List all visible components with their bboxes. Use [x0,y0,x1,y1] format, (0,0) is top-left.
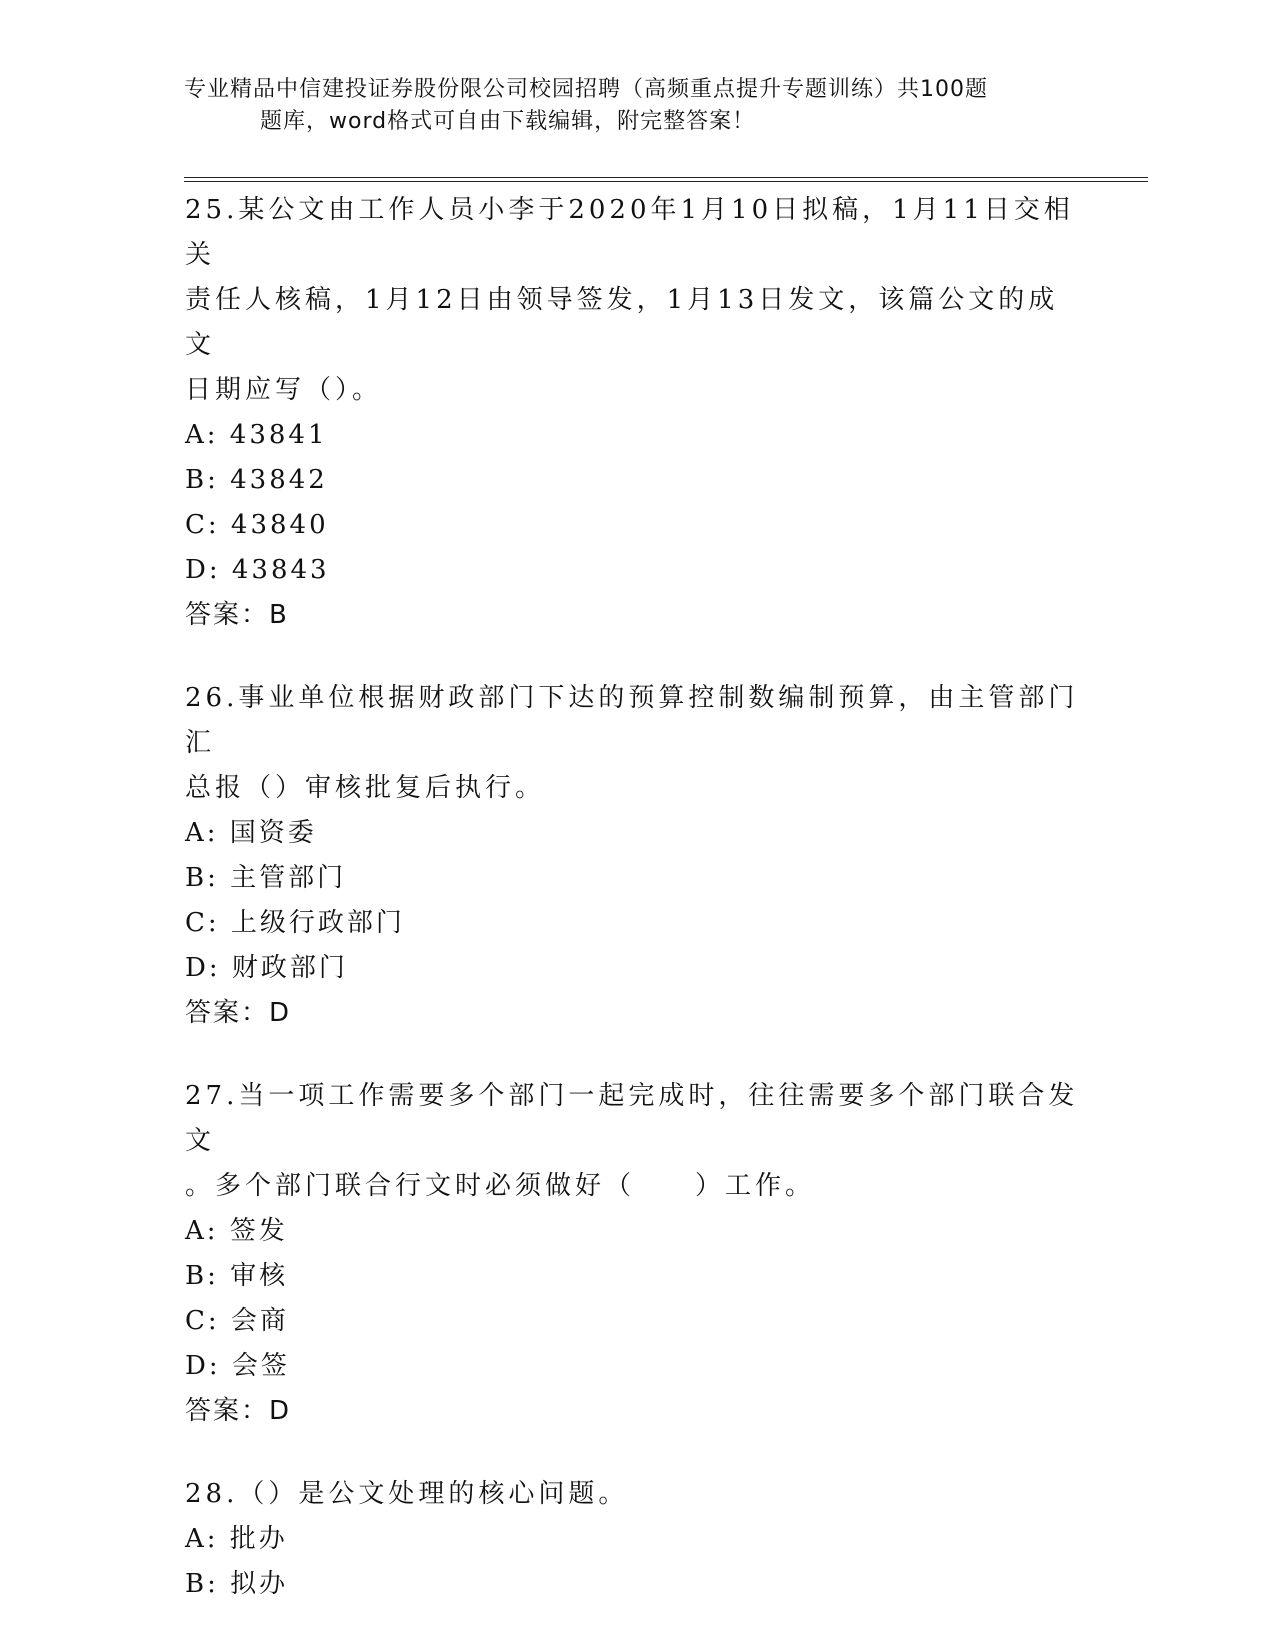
option-a: A: 国资委 [185,818,317,848]
option-b: B: 拟办 [185,1569,289,1599]
question-text-line: 25.某公文由工作人员小李于2020年1月10日拟稿，1月11日交相关 [185,195,1074,270]
question-28 [185,1472,1085,1607]
document-header [184,74,1064,138]
question-text-line: 总报（）审核批复后执行。 [185,773,546,803]
question-25 [185,188,1085,638]
option-d: D: 财政部门 [185,953,348,983]
header-title-line-2: 题库，word格式可自由下载编辑，附完整答案！ [260,109,756,134]
question-list [185,188,1085,1645]
question-27 [185,1074,1085,1434]
answer-text: 答案：D [185,998,292,1028]
question-text-line: 28.（）是公文处理的核心问题。 [185,1479,629,1509]
option-c: C: 43840 [185,510,329,540]
option-d: D: 43843 [185,555,330,585]
header-divider-top [184,177,1148,178]
question-text-line: 。多个部门联合行文时必须做好（ ）工作。 [185,1171,816,1201]
question-text-line: 责任人核稿，1月12日由领导签发，1月13日发文，该篇公文的成文 [185,285,1059,360]
question-text-line: 26.事业单位根据财政部门下达的预算控制数编制预算，由主管部门汇 [185,683,1079,758]
header-title-line-1: 专业精品中信建投证券股份限公司校园招聘（高频重点提升专题训练）共100题 [184,77,988,102]
option-a: A: 43841 [185,420,328,450]
question-text-line: 27.当一项工作需要多个部门一起完成时，往往需要多个部门联合发文 [185,1081,1079,1156]
answer-text: 答案：B [185,600,289,630]
option-c: C: 上级行政部门 [185,908,405,938]
option-a: A: 批办 [185,1524,288,1554]
option-a: A: 签发 [185,1216,288,1246]
header-divider-bottom [184,181,1148,182]
option-d: D: 会签 [185,1351,290,1381]
option-c: C: 会商 [185,1306,289,1336]
option-b: B: 审核 [185,1261,289,1291]
question-text-line: 日期应写（）。 [185,375,383,405]
question-26 [185,676,1085,1036]
answer-text: 答案：D [185,1396,292,1426]
option-b: B: 43842 [185,465,328,495]
option-b: B: 主管部门 [185,863,347,893]
